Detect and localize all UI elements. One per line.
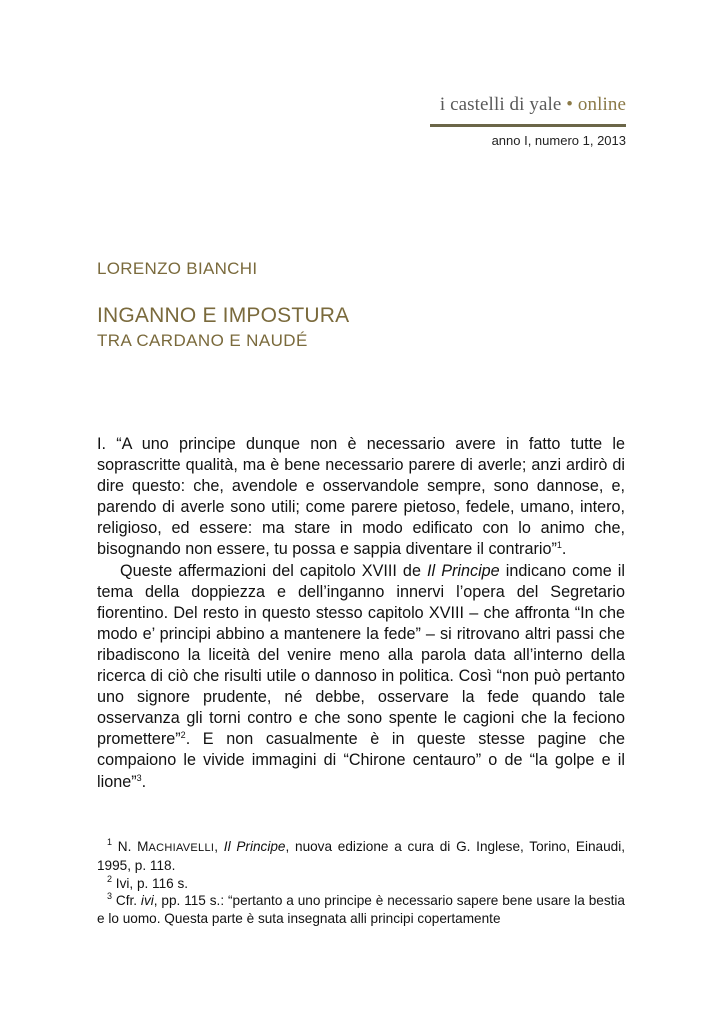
paragraph-2-end: . bbox=[141, 772, 147, 791]
masthead-rule bbox=[430, 124, 626, 127]
footnotes bbox=[97, 838, 625, 927]
footnote-text: , pp. 115 s.: “pertanto a uno principe è necessario sapere bene usare la bestia e lo uomo. Questa parte è suta insegnata alli principi copertamente bbox=[97, 893, 625, 926]
footnote-text: Cfr. bbox=[112, 893, 141, 909]
footnote-text: N. bbox=[112, 839, 138, 854]
journal-name: i castelli di yale bbox=[439, 94, 562, 115]
footnote-text: Ivi, p. 116 s. bbox=[112, 875, 189, 891]
footnote-number: 2 bbox=[107, 873, 113, 884]
footnote-ref-2[interactable]: 2 bbox=[180, 730, 186, 741]
article-body bbox=[97, 434, 625, 793]
footnote-author-smallcaps: ACHIAVELLI bbox=[148, 842, 215, 854]
footnote-separator: , bbox=[214, 839, 224, 854]
bullet-separator: • bbox=[566, 94, 574, 115]
article-author: LORENZO BIANCHI bbox=[97, 259, 258, 278]
footnote-italic-ref: ivi bbox=[140, 893, 154, 909]
paragraph-2 bbox=[97, 561, 625, 793]
footnote-number: 3 bbox=[107, 891, 113, 902]
footnote-ref-3[interactable]: 3 bbox=[136, 772, 142, 783]
paragraph-1-end: . bbox=[561, 540, 567, 559]
journal-online-label: online bbox=[577, 94, 626, 115]
footnote-text: , nuova edizione a cura di G. Inglese, Torino, Einaudi, 1995, p. 118. bbox=[97, 839, 625, 874]
journal-title bbox=[430, 94, 626, 116]
footnote-2 bbox=[97, 875, 625, 892]
book-title-italic: Il Principe bbox=[427, 561, 500, 580]
paragraph-2-text-b: indicano come il tema della doppiezza e dell’inganno innervi l’opera del Segretario fiorentino. Del resto in questo stesso capitolo XVIII – che affronta “In che modo e’ principi abbino a mantenere la fede” – si ritrovano altri passi che ribadiscono la liceità del venire meno alla parola data all’interno della ricerca di ciò che risulti utile o dannoso in politica. Così “non può pertanto uno signore prudente, né debbe, osservare la fede quando tale osservanza gli torni contro e che sono spente le cagioni che la feciono promettere” bbox=[97, 561, 625, 749]
footnote-number: 1 bbox=[107, 837, 113, 847]
footnote-3 bbox=[97, 892, 625, 927]
footnote-1 bbox=[97, 838, 625, 875]
footnote-italic-title: Il Principe bbox=[223, 839, 286, 854]
footnote-ref-1[interactable]: 1 bbox=[556, 540, 562, 551]
paragraph-1 bbox=[97, 434, 625, 561]
paragraph-2-text-a: Queste affermazioni del capitolo XVIII de bbox=[120, 561, 428, 580]
paragraph-2-text-c: . E non casualmente è in queste stesse pagine che compaiono le vivide immagini di “Chirone centauro” o de “la golpe e il lione” bbox=[97, 730, 625, 791]
issue-info: anno I, numero 1, 2013 bbox=[491, 133, 626, 148]
article-subtitle: TRA CARDANO E NAUDÉ bbox=[97, 331, 308, 350]
journal-masthead bbox=[430, 94, 626, 149]
footnote-author-initial: M bbox=[137, 839, 149, 854]
article-title: INGANNO E IMPOSTURA bbox=[97, 304, 350, 327]
paragraph-1-text: I. “A uno principe dunque non è necessario avere in fatto tutte le soprascritte qualità, ma è bene necessario parere di averle; anzi ardirò di dire questo: che, avendole e osservandole sempre, sono dannose, e, parendo di averle sono utili; come parere pietoso, fedele, umano, intero, religioso, ed essere: ma stare in modo edificato con lo animo che, bisognando non essere, tu possa e sappia diventare il contrario” bbox=[97, 435, 625, 559]
